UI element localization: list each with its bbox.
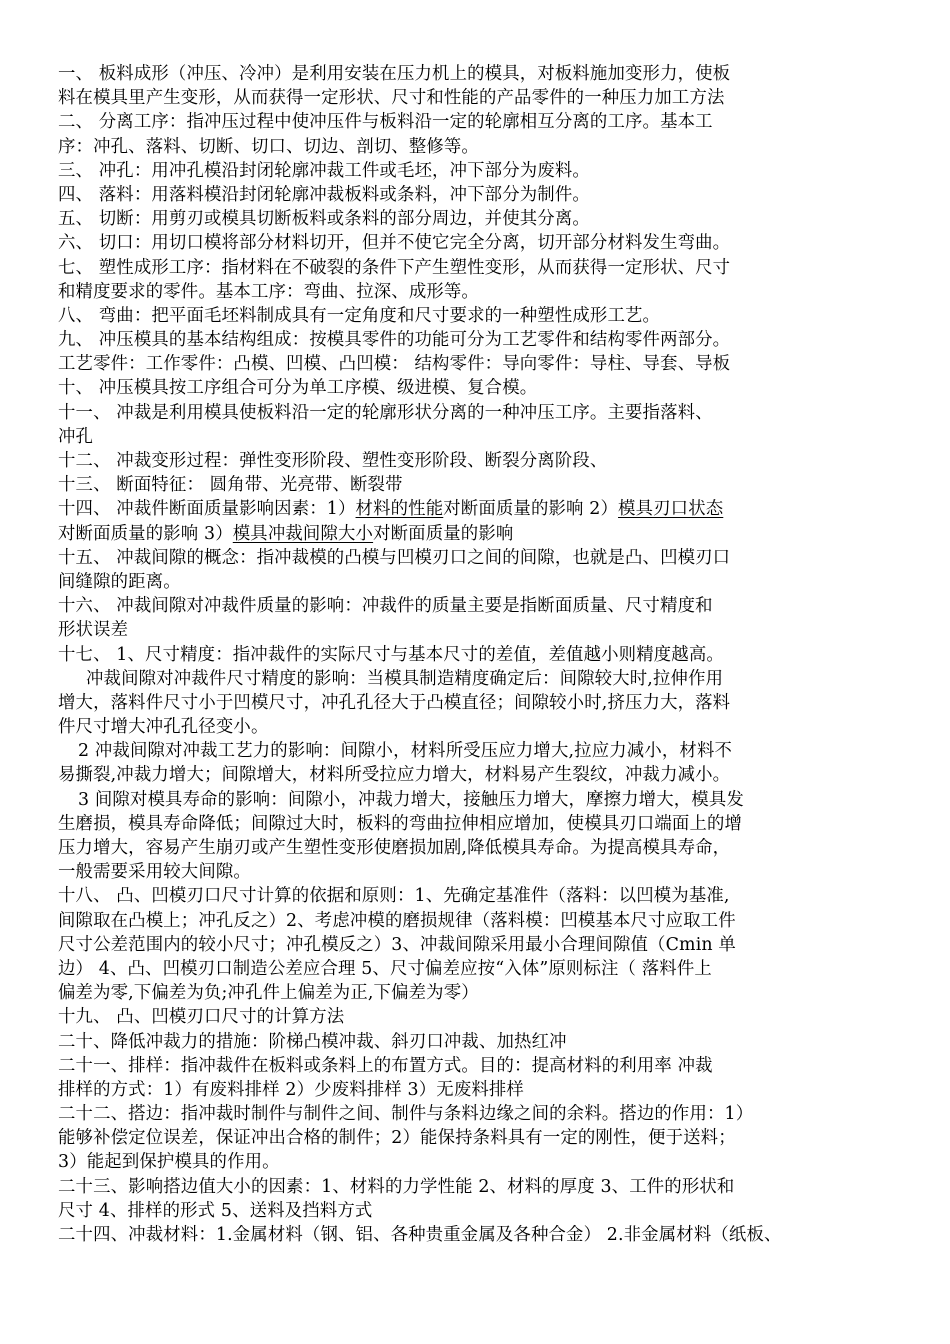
text-line: 十七、 1、尺寸精度：指冲裁件的实际尺寸与基本尺寸的差值，差值越小则精度越高。 [58, 644, 724, 665]
text-run: 对断面质量的影响 [373, 523, 514, 544]
text-line: 十九、 凸、凹模刃口尺寸的计算方法 [58, 1007, 345, 1028]
document-page [58, 62, 908, 1247]
text-line: 五、 切断：用剪刃或模具切断板料或条料的部分周边，并使其分离。 [58, 209, 590, 230]
text-line: 十一、 冲裁是利用模具使板料沿一定的轮廓形状分离的一种冲压工序。主要指落料、 [58, 402, 713, 423]
text-line: 十五、 冲裁间隙的概念：指冲裁模的凸模与凹模刃口之间的间隙，也就是凸、凹模刃口 [58, 547, 731, 568]
text-line: 冲孔 [58, 426, 94, 447]
text-line: 二、 分离工序：指冲压过程中使冲压件与板料沿一定的轮廓相互分离的工序。基本工 [58, 112, 713, 133]
text-line: 八、 弯曲：把平面毛坯料制成具有一定角度和尺寸要求的一种塑性成形工艺。 [58, 305, 661, 326]
text-line: 七、 塑性成形工序：指材料在不破裂的条件下产生塑性变形，从而获得一定形状、尺寸 [58, 257, 731, 278]
text-line: 序：冲孔、落料、切断、切口、切边、剖切、整修等。 [58, 136, 479, 157]
text-run: 对断面质量的影响 2） [443, 499, 619, 520]
text-line: 一、 板料成形（冲压、冷冲）是利用安装在压力机上的模具，对板料施加变形力，使板 [58, 64, 731, 84]
text-line: 间缝隙的距离。 [58, 571, 181, 592]
text-line: 九、 冲压模具的基本结构组成：按模具零件的功能可分为工艺零件和结构零件两部分。 [58, 330, 731, 351]
text-line: 三、 冲孔：用冲孔模沿封闭轮廓冲裁工件或毛坯，冲下部分为废料。 [58, 160, 590, 181]
text-line: 排样的方式：1）有废料排样 2）少废料排样 3）无废料排样 [58, 1079, 524, 1100]
text-line: 尺寸 4、排样的形式 5、送料及挡料方式 [58, 1200, 373, 1221]
text-line: 二十四、冲裁材料：1.金属材料（钢、铝、各种贵重金属及各种合金） 2.非金属材料（纸板、 [58, 1225, 782, 1245]
text-line-indented: 3 间隙对模具寿命的影响：间隙小，冲裁力增大，接触压力增大，摩擦力增大，模具发 [78, 789, 744, 810]
text-line: 件尺寸增大冲孔孔径变小。 [58, 717, 269, 738]
text-line: 十六、 冲裁间隙对冲裁件质量的影响：冲裁件的质量主要是指断面质量、尺寸精度和 [58, 596, 713, 617]
text-line: 二十二、搭边：指冲裁时制件与制件之间、制件与条料边缘之间的余料。搭边的作用：1） [58, 1104, 754, 1125]
text-line: 边） 4、凸、凹模刃口制造公差应合理 5、尺寸偏差应按“入体”原则标注（ 落料件上 [58, 958, 712, 979]
text-line: 形状误差 [58, 620, 129, 641]
text-line: 六、 切口：用切口模将部分材料切开，但并不使它完全分离，切开部分材料发生弯曲。 [58, 233, 731, 254]
text-line: 生磨损，模具寿命降低；间隙过大时，板料的弯曲拉伸相应增加，使模具刃口端面上的增 [58, 813, 743, 834]
text-line: 3）能起到保护模具的作用。 [58, 1152, 280, 1173]
text-line: 二十一、排样：指冲裁件在板料或条料上的布置方式。目的：提高材料的利用率 冲裁 [58, 1055, 713, 1076]
text-line: 十二、 冲裁变形过程：弹性变形阶段、塑性变形阶段、断裂分离阶段、 [58, 451, 608, 471]
text-line-indented: 冲裁间隙对冲裁件尺寸精度的影响：当模具制造精度确定后：间隙较大时,拉伸作用 [86, 668, 724, 689]
text-line: 二十、降低冲裁力的措施：阶梯凸模冲裁、斜刃口冲裁、加热红冲 [58, 1031, 567, 1052]
text-line-indented: 2 冲裁间隙对冲裁工艺力的影响：间隙小，材料所受压应力增大,拉应力减小，材料不 [78, 741, 733, 762]
text-line: 二十三、影响搭边值大小的因素：1、材料的力学性能 2、材料的厚度 3、工件的形状和 [58, 1176, 735, 1197]
text-run: 十四、 冲裁件断面质量影响因素：1） [58, 499, 356, 520]
text-line: 十三、 断面特征： 圆角带、光亮带、断裂带 [58, 475, 403, 496]
text-line-section-14-cont [58, 522, 908, 546]
text-line: 料在模具里产生变形，从而获得一定形状、尺寸和性能的产品零件的一种压力加工方法 [58, 88, 725, 109]
text-line: 一般需要采用较大间隙。 [58, 862, 251, 883]
underlined-term: 模具冲裁间隙大小 [232, 523, 374, 544]
text-line: 增大，落料件尺寸小于凹模尺寸，冲孔孔径大于凸模直径；间隙较小时,挤压力大，落料 [58, 692, 731, 713]
text-line: 能够补偿定位误差，保证冲出合格的制件；2）能保持条料具有一定的刚性，便于送料； [58, 1128, 736, 1149]
text-line: 十八、 凸、凹模刃口尺寸计算的依据和原则：1、先确定基准件（落料：以凹模为基准, [58, 886, 730, 907]
text-line: 十、 冲压模具按工序组合可分为单工序模、级进模、复合模。 [58, 378, 538, 399]
text-line: 工艺零件：工作零件：凸模、凹模、凸凹模： 结构零件：导向零件：导柱、导套、导板 [58, 354, 731, 375]
text-line: 偏差为零,下偏差为负;冲孔件上偏差为正,下偏差为零） [58, 983, 479, 1004]
text-line: 尺寸公差范围内的较小尺寸；冲孔模反之）3、冲裁间隙采用最小合理间隙值（Cmin 单 [58, 934, 736, 955]
text-line: 四、 落料：用落料模沿封闭轮廓冲裁板料或条料，冲下部分为制件。 [58, 184, 590, 205]
text-line: 间隙取在凸模上；冲孔反之）2、考虑冲模的磨损规律（落料模：凹模基本尺寸应取工件 [58, 910, 736, 931]
text-line: 压力增大，容易产生崩刃或产生塑性变形使磨损加剧,降低模具寿命。为提高模具寿命， [58, 838, 731, 858]
underlined-term: 模具刃口状态 [618, 499, 724, 520]
text-line: 和精度要求的零件。基本工序：弯曲、拉深、成形等。 [58, 281, 479, 302]
text-line-section-14 [58, 497, 908, 521]
text-run: 对断面质量的影响 3） [58, 523, 233, 544]
text-line: 易撕裂,冲裁力增大；间隙增大，材料所受拉应力增大，材料易产生裂纹，冲裁力减小。 [58, 765, 731, 786]
underlined-term: 材料的性能 [355, 499, 444, 520]
